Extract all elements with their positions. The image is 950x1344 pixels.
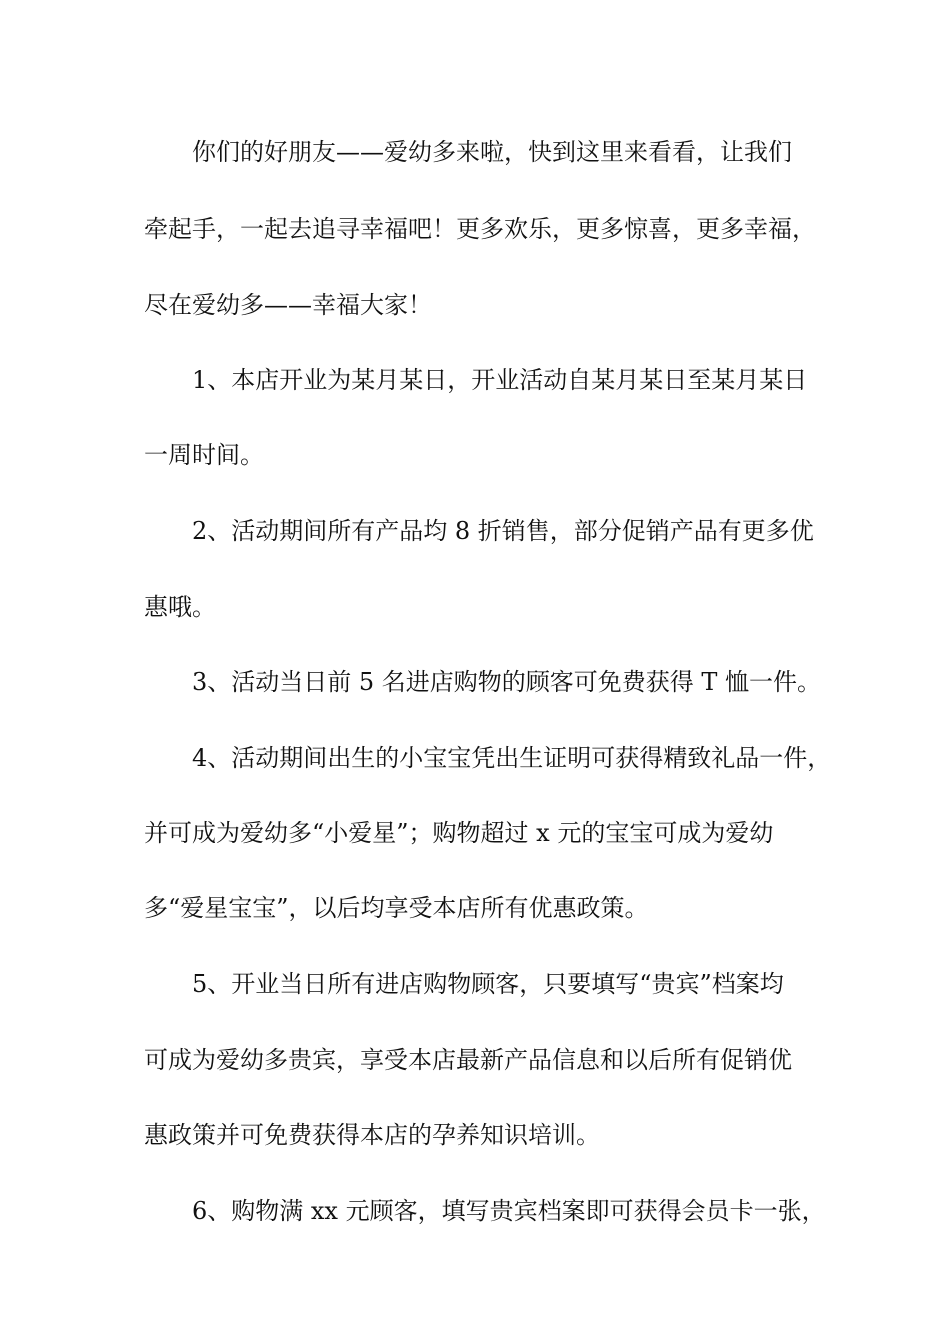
item-5-line-3: 惠政策并可免费获得本店的孕养知识培训。 <box>144 1121 600 1149</box>
item-6-line-1: 6、购物满 xx 元顾客，填写贵宾档案即可获得会员卡一张， <box>192 1197 826 1225</box>
item-5-line-1: 5、开业当日所有进店购物顾客，只要填写“贵宾”档案均 <box>192 970 784 998</box>
item-1-line-1: 1、本店开业为某月某日，开业活动自某月某日至某月某日 <box>192 366 808 394</box>
item-2-line-2: 惠哦。 <box>144 593 216 621</box>
item-3-line-1: 3、活动当日前 5 名进店购物的顾客可免费获得 T 恤一件。 <box>192 668 822 696</box>
item-5-line-2: 可成为爱幼多贵宾，享受本店最新产品信息和以后所有促销优 <box>144 1046 792 1074</box>
paragraph-intro-line-1: 你们的好朋友——爱幼多来啦，快到这里来看看，让我们 <box>192 138 792 166</box>
item-4-line-2: 并可成为爱幼多“小爱星”；购物超过 x 元的宝宝可成为爱幼 <box>144 819 774 847</box>
item-4-line-1: 4、活动期间出生的小宝宝凭出生证明可获得精致礼品一件， <box>192 744 832 772</box>
paragraph-intro-line-2: 牵起手，一起去追寻幸福吧！更多欢乐，更多惊喜，更多幸福， <box>144 215 816 243</box>
item-1-line-2: 一周时间。 <box>144 441 264 469</box>
item-4-line-3: 多“爱星宝宝”，以后均享受本店所有优惠政策。 <box>144 894 649 922</box>
paragraph-intro-line-3: 尽在爱幼多——幸福大家！ <box>144 291 432 319</box>
item-2-line-1: 2、活动期间所有产品均 8 折销售，部分促销产品有更多优 <box>192 517 814 545</box>
